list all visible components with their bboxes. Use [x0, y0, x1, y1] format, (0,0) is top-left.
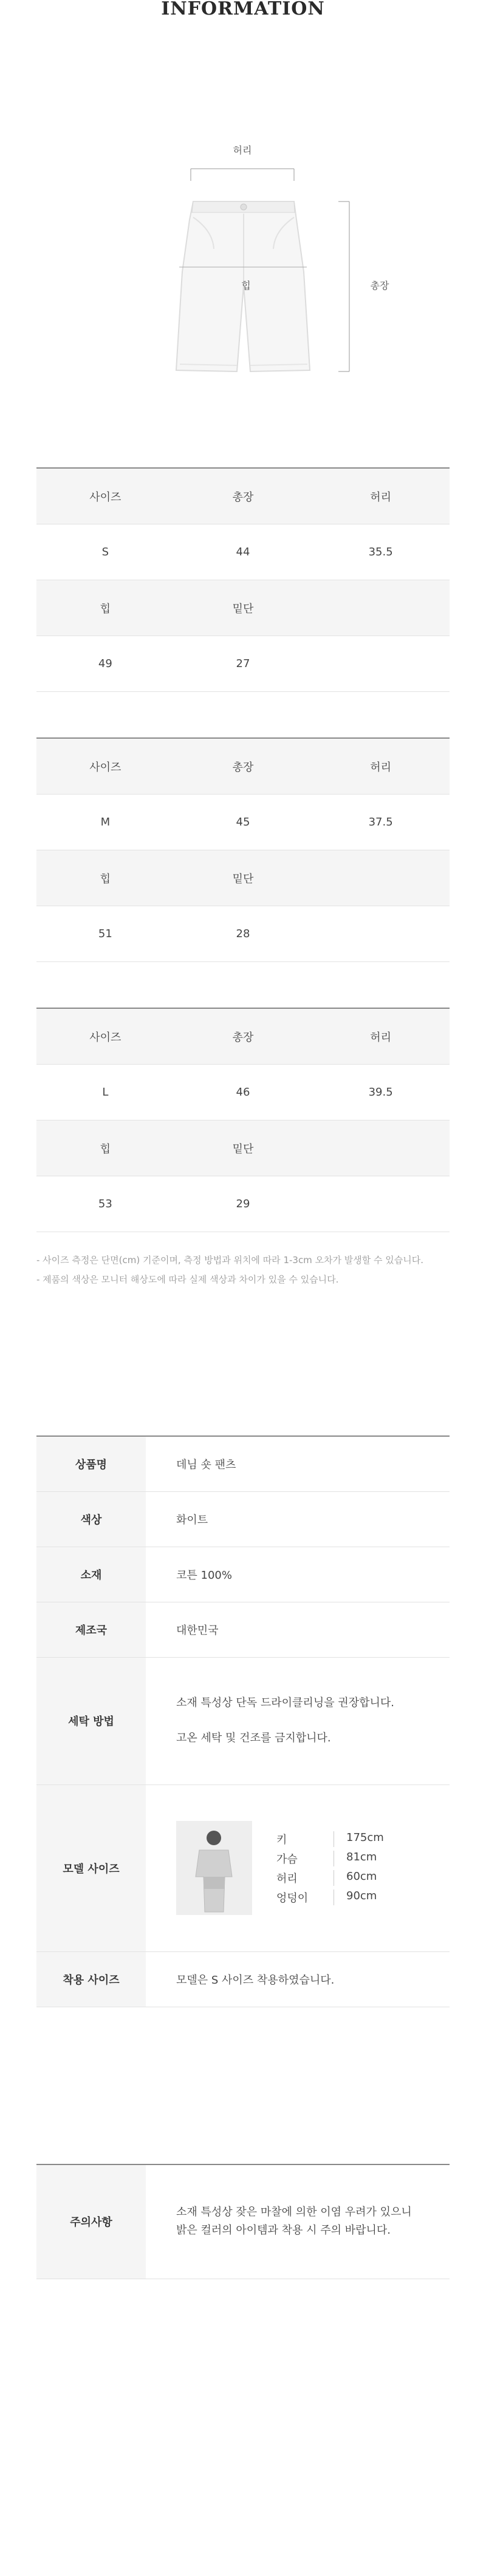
- info-label-color: 색상: [36, 1491, 146, 1547]
- waist-label: 허리: [233, 144, 252, 156]
- info-label-model: 모델 사이즈: [36, 1785, 146, 1951]
- table-cell: 46: [174, 1065, 312, 1120]
- model-info: [176, 1821, 450, 1915]
- page-title: INFORMATION: [161, 0, 325, 19]
- table-header: 총장: [174, 1008, 312, 1065]
- table-header: 힙: [36, 850, 174, 906]
- table-cell: 51: [36, 906, 174, 962]
- info-label-wear-size: 착용 사이즈: [36, 1951, 146, 2007]
- product-info-table: [36, 1435, 450, 2007]
- table-header: 허리: [312, 468, 450, 524]
- info-value-model: [146, 1785, 450, 1951]
- table-cell: 45: [174, 795, 312, 850]
- table-cell: 49: [36, 636, 174, 692]
- table-header: 밑단: [174, 1120, 312, 1176]
- size-table-l: [36, 1008, 450, 1232]
- info-label-wash: 세탁 방법: [36, 1657, 146, 1785]
- table-cell: [312, 1176, 450, 1232]
- note-measurement: - 사이즈 측정은 단면(cm) 기준이며, 측정 방법과 위치에 따라 1-3cm 오차가 발생할 수 있습니다.: [36, 1255, 424, 1266]
- info-value-product: 데님 숏 팬츠: [146, 1436, 450, 1491]
- table-cell: 27: [174, 636, 312, 692]
- table-header: 허리: [312, 1008, 450, 1065]
- caution-line-2: 밝은 컬러의 아이템과 착용 시 주의 바랍니다.: [176, 2224, 391, 2237]
- wash-line-1: 소재 특성상 단독 드라이클리닝을 권장합니다.: [176, 1696, 394, 1709]
- table-cell: [312, 636, 450, 692]
- info-value-origin: 대한민국: [146, 1602, 450, 1657]
- model-stat-value: 60cm: [346, 1869, 377, 1883]
- table-cell: 44: [174, 524, 312, 580]
- info-label-material: 소재: [36, 1547, 146, 1602]
- table-cell: S: [36, 524, 174, 580]
- size-table-m: [36, 737, 450, 962]
- info-value-material: 코튼 100%: [146, 1547, 450, 1602]
- table-cell: L: [36, 1065, 174, 1120]
- table-header: [312, 850, 450, 906]
- model-stat-label: 가슴: [276, 1851, 334, 1866]
- info-value-color: 화이트: [146, 1491, 450, 1547]
- table-header: 밑단: [174, 850, 312, 906]
- caution-table: [36, 2164, 450, 2279]
- hip-label: 힙: [241, 280, 251, 291]
- info-label-origin: 제조국: [36, 1602, 146, 1657]
- table-cell: [312, 906, 450, 962]
- table-header: 사이즈: [36, 738, 174, 795]
- table-cell: 37.5: [312, 795, 450, 850]
- model-stat-label: 키: [276, 1831, 334, 1847]
- size-diagram: [0, 0, 486, 388]
- caution-label: 주의사항: [36, 2164, 146, 2279]
- table-cell: 39.5: [312, 1065, 450, 1120]
- table-header: 힙: [36, 580, 174, 636]
- info-label-product: 상품명: [36, 1436, 146, 1491]
- table-header: 힙: [36, 1120, 174, 1176]
- model-stats: [276, 1831, 401, 1905]
- model-stat-label: 엉덩이: [276, 1890, 334, 1905]
- table-cell: 28: [174, 906, 312, 962]
- info-value-wear-size: 모델은 S 사이즈 착용하였습니다.: [146, 1951, 450, 2007]
- wash-line-2: 고온 세탁 및 건조를 금지합니다.: [176, 1732, 331, 1744]
- size-notes: [36, 1250, 462, 1289]
- model-photo: [176, 1821, 252, 1915]
- table-header: 사이즈: [36, 468, 174, 524]
- table-header: [312, 580, 450, 636]
- note-color: - 제품의 색상은 모니터 해상도에 따라 실제 색상과 차이가 있을 수 있습니다.: [36, 1274, 339, 1285]
- model-stat-value: 81cm: [346, 1850, 377, 1863]
- caution-value: [146, 2164, 450, 2279]
- table-cell: 29: [174, 1176, 312, 1232]
- info-value-wash: [146, 1657, 450, 1785]
- table-header: [312, 1120, 450, 1176]
- table-cell: 53: [36, 1176, 174, 1232]
- length-label: 총장: [370, 280, 389, 291]
- table-cell: M: [36, 795, 174, 850]
- model-stat-value: 90cm: [346, 1889, 377, 1902]
- table-header: 밑단: [174, 580, 312, 636]
- model-stat-value: 175cm: [346, 1831, 384, 1844]
- table-header: 사이즈: [36, 1008, 174, 1065]
- size-table-s: [36, 467, 450, 692]
- table-header: 허리: [312, 738, 450, 795]
- table-header: 총장: [174, 468, 312, 524]
- table-header: 총장: [174, 738, 312, 795]
- caution-line-1: 소재 특성상 잦은 마찰에 의한 이염 우려가 있으니: [176, 2206, 412, 2219]
- table-cell: 35.5: [312, 524, 450, 580]
- model-stat-label: 허리: [276, 1870, 334, 1886]
